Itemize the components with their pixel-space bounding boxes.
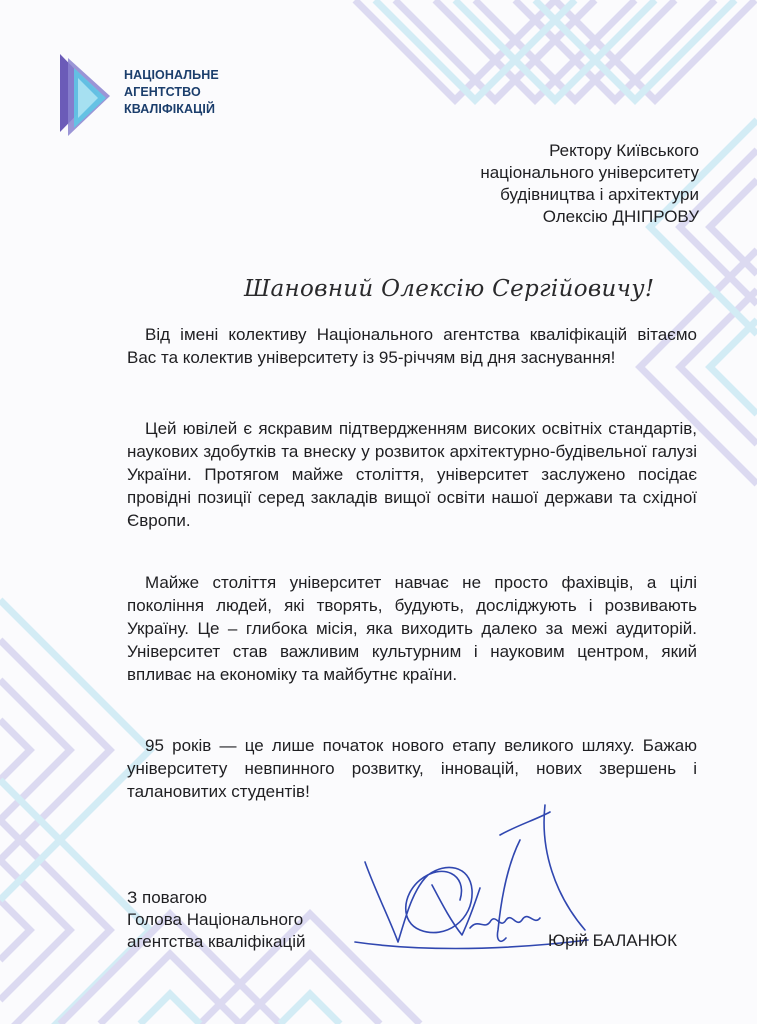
logo-line-2: АГЕНТСТВО <box>124 85 201 99</box>
closing-line-3: агентства кваліфікацій <box>127 932 306 951</box>
closing-block <box>127 887 306 953</box>
logo-line-1: НАЦІОНАЛЬНЕ <box>124 68 219 82</box>
closing-line-2: Голова Національного <box>127 910 304 929</box>
closing-line-1: З повагою <box>127 888 207 907</box>
body-paragraph-2 <box>127 417 697 532</box>
triangle-layers-icon <box>58 48 118 140</box>
logo-line-3: КВАЛІФІКАЦІЙ <box>124 102 216 116</box>
top-right-chevrons <box>355 0 755 100</box>
agency-logo <box>58 48 248 140</box>
body-paragraph-4 <box>127 734 697 803</box>
paragraph-3-text: Майже століття університет навчає не просто фахівців, а цілі покоління людей, які творять, будують, досліджують і розвивають Україну. Це – глибока місія, яка виходить далеко за межі аудиторій. Університет став важливим культурним і науковим центром, який впливає на економіку та майбутнє країни. <box>127 573 697 684</box>
addressee-line-2: національного університету <box>480 163 699 182</box>
paragraph-1-text: Від імені колективу Національного агентства кваліфікацій вітаємо Вас та колектив університету із 95-річчям від дня заснування! <box>127 325 697 367</box>
signer-name: Юрій БАЛАНЮК <box>548 931 677 950</box>
agency-name <box>124 67 219 118</box>
salutation: Шановний Олексію Сергійовичу! <box>244 276 655 302</box>
body-paragraph-3 <box>127 571 697 686</box>
addressee-block <box>480 140 699 228</box>
body-paragraph-1 <box>127 323 697 369</box>
top-right-chevrons-cyan <box>375 0 735 100</box>
addressee-line-1: Ректору Київського <box>549 141 699 160</box>
paragraph-2-text: Цей ювілей є яскравим підтвердженням високих освітніх стандартів, наукових здобутків та внеску у розвиток архітектурно-будівельної галузі України. Протягом майже століття, університет заслужено посідає провідні позиції серед закладів вищої освіти нашої держави та східної Європи. <box>127 419 697 530</box>
addressee-line-3: будівництва і архітектури <box>500 185 699 204</box>
addressee-line-4: Олексію ДНІПРОВУ <box>542 207 699 226</box>
paragraph-4-text: 95 років — це лише початок нового етапу великого шляху. Бажаю університету невпинного розвитку, інновацій, нових звершень і талановитих студентів! <box>127 736 697 801</box>
